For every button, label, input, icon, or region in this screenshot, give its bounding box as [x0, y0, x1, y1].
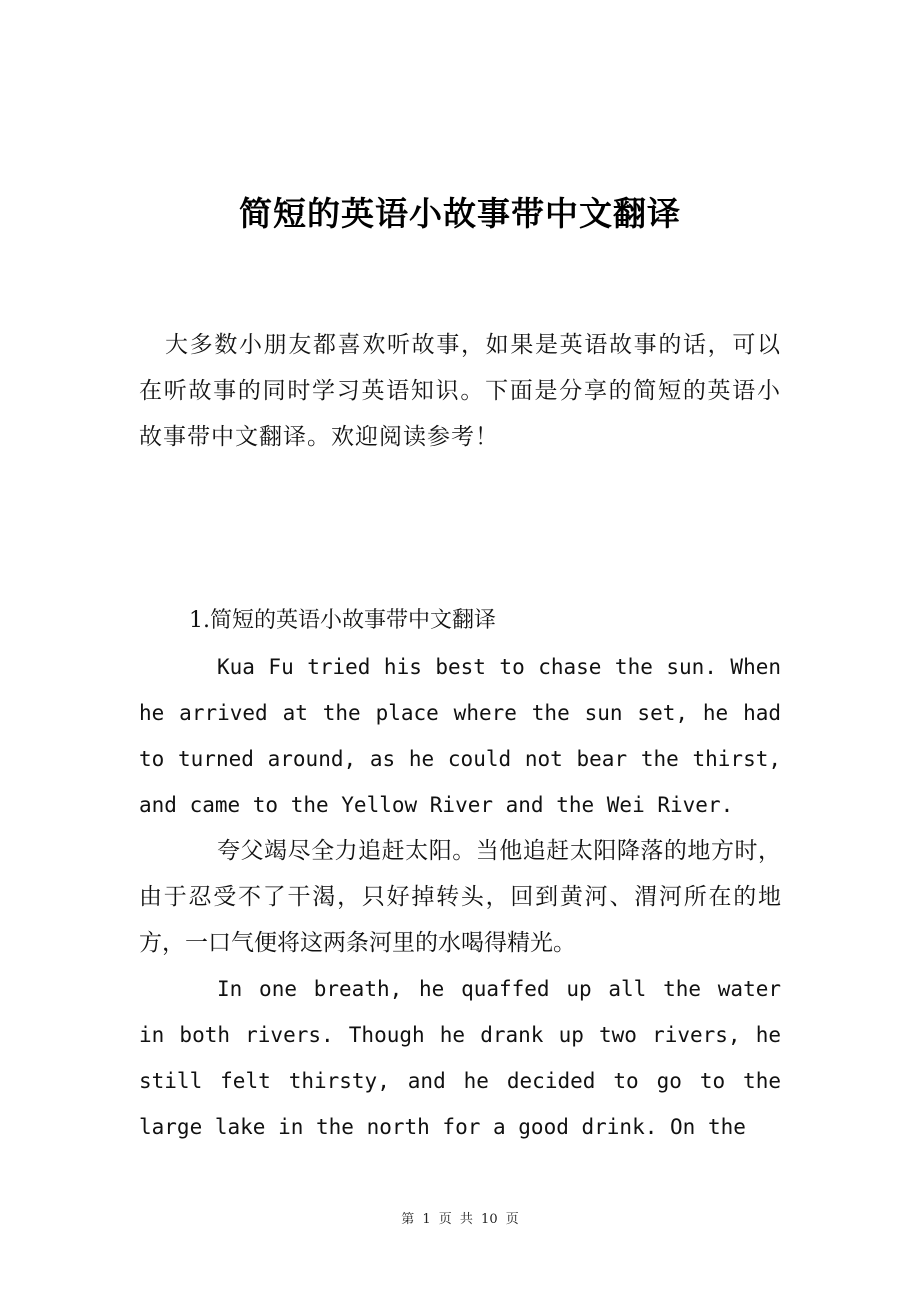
- document-title: 简短的英语小故事带中文翻译: [239, 194, 681, 233]
- intro-paragraph: 大多数小朋友都喜欢听故事，如果是英语故事的话，可以在听故事的同时学习英语知识。下面是分享的简短的英语小故事带中文翻译。欢迎阅读参考！: [139, 332, 781, 450]
- page-footer: 第 1 页 共 10 页: [401, 1212, 519, 1227]
- english-paragraph-2: In one breath, he quaffed up all the water in both rivers. Though he drank up two rivers, he still felt thirsty, and he decided to go to the large lake in the north for a good drink. On the: [139, 977, 781, 1139]
- english-paragraph-1: Kua Fu tried his best to chase the sun. When he arrived at the place where the sun set, he had to turned around, as he could not bear the thirst, and came to the Yellow River and the Wei River.: [139, 655, 781, 817]
- section-heading: 1.简短的英语小故事带中文翻译: [189, 608, 496, 633]
- story-section: [139, 598, 781, 1150]
- chinese-paragraph-1: 夸父竭尽全力追赶太阳。当他追赶太阳降落的地方时，由于忍受不了干渴，只好掉转头，回到黄河、渭河所在的地方，一口气便将这两条河里的水喝得精光。: [139, 838, 781, 956]
